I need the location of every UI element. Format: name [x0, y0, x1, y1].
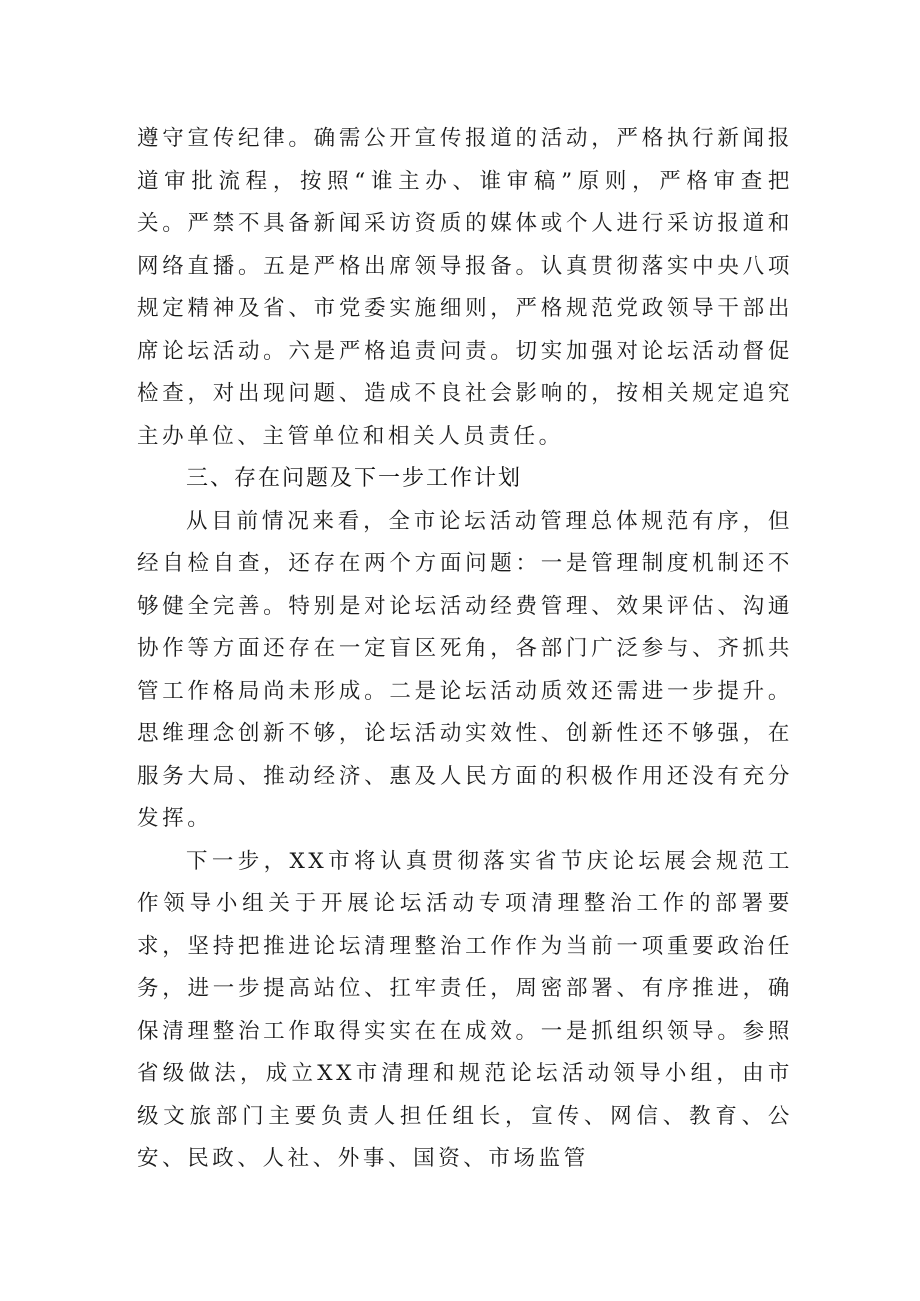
paragraph-problems: 从目前情况来看，全市论坛活动管理总体规范有序，但经自检自查，还存在两个方面问题：一是管理制度机制还不够健全完善。特别是对论坛活动经费管理、效果评估、沟通协作等方面还存在一定盲区死角，各部门广泛参与、齐抓共管工作格局尚未形成。二是论坛活动质效还需进一步提升。思维理念创新不够，论坛活动实效性、创新性还不够强，在服务大局、推动经济、惠及人民方面的积极作用还没有充分发挥。	[137, 508, 793, 831]
paragraph-continuation: 遵守宣传纪律。确需公开宣传报道的活动，严格执行新闻报道审批流程，按照“谁主办、谁审稿”原则，严格审查把关。严禁不具备新闻采访资质的媒体或个人进行采访报道和网络直播。五是严格出席领导报备。认真贯彻落实中央八项规定精神及省、市党委实施细则，严格规范党政领导干部出席论坛活动。六是严格追责问责。切实加强对论坛活动督促检查，对出现问题、造成不良社会影响的，按相关规定追究主办单位、主管单位和相关人员责任。	[137, 126, 793, 449]
document-body	[137, 118, 793, 1181]
section-heading: 三、存在问题及下一步工作计划	[186, 466, 523, 491]
paragraph-next-steps: 下一步，XX市将认真贯彻落实省节庆论坛展会规范工作领导小组关于开展论坛活动专项清理整治工作的部署要求，坚持把推进论坛清理整治工作作为当前一项重要政治任务，进一步提高站位、扛牢责任，周密部署、有序推进，确保清理整治工作取得实实在在成效。一是抓组织领导。参照省级做法，成立XX市清理和规范论坛活动领导小组，由市级文旅部门主要负责人担任组长，宣传、网信、教育、公安、民政、人社、外事、国资、市场监管	[137, 848, 793, 1171]
